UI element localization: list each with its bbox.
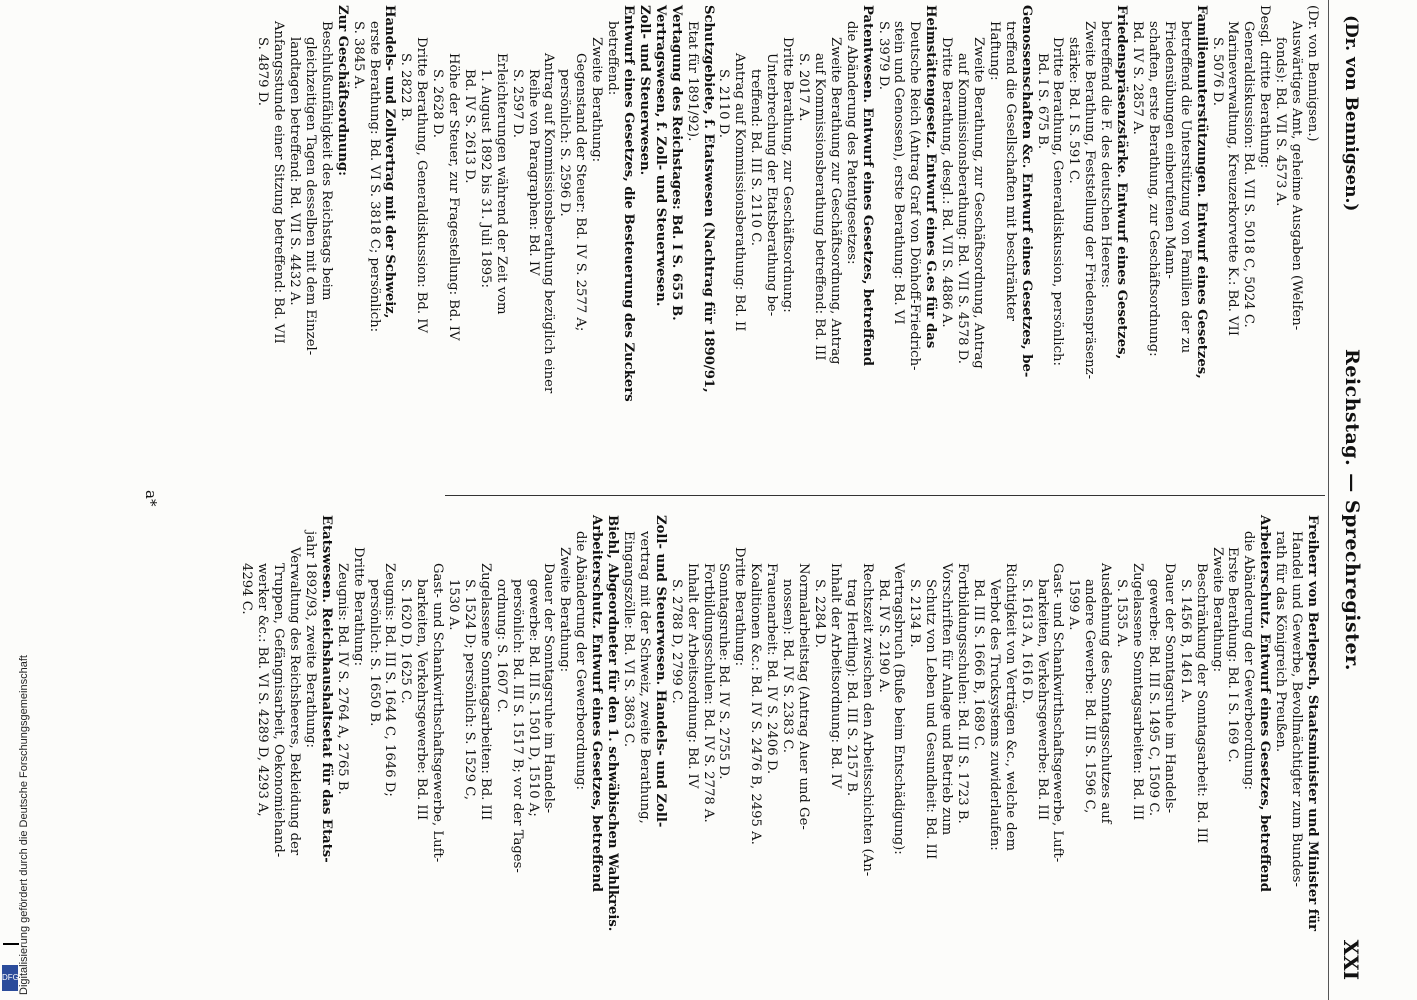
register-line: landtagen betreffend: Bd. VII S. 4432 A. (287, 37, 302, 306)
dfg-logo: DFG (2, 965, 18, 991)
register-line: (Dr. von Bennigsen.) (1305, 5, 1320, 142)
register-line: Generaldiskussion: Bd. VII S. 5018 C, 5024 C. (1241, 21, 1257, 328)
register-line: Zweite Berathung zur Geschäftsordnung, Antrag (827, 37, 843, 365)
register-line: Rechtszeit zwischen den Arbeitsschichten (An- (859, 563, 875, 877)
register-line: Schutz von Leben und Gesundheit: Bd. III (923, 579, 939, 860)
register-line: persönlich: S. 2596 D. (557, 69, 573, 217)
register-line: S. 1456 B, 1461 A. (1177, 579, 1193, 704)
register-heading: Arbeiterschutz. Entwurf eines Gesetzes, betreffend (589, 515, 605, 893)
register-line: 1. August 1892 bis 31. Juli 1895: (477, 69, 493, 288)
register-line: Gast- und Schankwirthschaftsgewerbe, Luft- (430, 563, 446, 863)
register-line: Erleichterungen während der Zeit vom (493, 53, 509, 315)
register-line: S. 5076 D. (1209, 37, 1225, 106)
register-line: gewerbe: Bd. III S. 1501 D, 1510 A; (525, 579, 541, 817)
register-line: Antrag auf Kommissionsberathung: Bd. II (732, 53, 748, 332)
register-line: Zeugnis: Bd. III S. 1644 C, 1646 D; (382, 563, 398, 797)
register-line: Dauer der Sonntagsruhe im Handels- (541, 563, 557, 814)
register-line: Gast- und Schankwirthschaftsgewerbe, Luft- (1050, 563, 1066, 863)
register-line: 1530 A. (446, 579, 462, 631)
register-line: Inhalt der Arbeitsordnung: Bd. IV (827, 563, 843, 789)
register-line: Auswärtiges Amt, geheime Ausgaben (Welfen- (1289, 21, 1305, 331)
register-heading: Patentwesen. Entwurf eines Gesetzes, betreffend (859, 5, 875, 366)
register-line: die Abänderung der Gewerbeordnung: (1241, 531, 1257, 790)
register-line: barkeiten, Verkehrsgewerbe: Bd. III (1034, 579, 1050, 821)
register-line: Dauer der Sonntagsruhe im Handels- (1161, 563, 1177, 814)
register-line: Koalitionen &c.: Bd. IV S. 2476 B, 2495 A. (748, 563, 764, 845)
register-line: persönlich: S. 1650 B. (366, 579, 382, 727)
register-line: persönlich: Bd. III S. 1517 B; vor der Tages- (509, 579, 525, 873)
register-line: Truppen, Gefängnisarbeit, Oekonomiehand- (271, 563, 287, 858)
register-line: Friedensübungen einberufenen Mann- (1161, 21, 1177, 279)
register-line: S. 1613 A, 1616 D. (1018, 579, 1034, 704)
page-header (1331, 0, 1365, 1000)
register-line: treffend die Gesellschaften mit beschränkter (1002, 21, 1018, 322)
register-line: auf Kommissionsberathung betreffend: Bd. III (811, 53, 827, 361)
register-line: Vorschriften für Anlage und Betrieb zum (939, 563, 955, 836)
register-line: Desgl. dritte Berathung: (1257, 5, 1273, 169)
register-line: treffend: Bd. III S. 2110 C. (748, 69, 764, 247)
column-divider (445, 495, 1325, 496)
register-line: Dritte Berathung, Generaldiskussion: Bd. IV (414, 37, 430, 333)
signature-mark: a* (142, 490, 160, 507)
register-line: stärke: Bd. I S. 591 C. (1066, 37, 1082, 184)
register-line: Bd. III S. 1666 B, 1689 C. (970, 579, 986, 750)
register-line: Zweite Berathung: (557, 547, 573, 673)
register-line: betreffend die F. des deutschen Heeres: (1098, 21, 1114, 288)
register-line: Zweite Berathung: (589, 37, 605, 163)
register-line: S. 2597 D. (509, 69, 525, 138)
register-line: Höhe der Steuer, zur Fragestellung: Bd. IV (446, 53, 462, 341)
register-heading: Freiherr von Berlepsch, Staatsminister und Minister für (1305, 515, 1320, 931)
register-line: S. 1535 A. (1114, 579, 1130, 648)
register-line: Zugelassene Sonntagsarbeiten: Bd. III (1130, 563, 1146, 821)
register-line: S. 4879 D. (255, 37, 271, 106)
column-right (238, 515, 1320, 990)
register-heading: Biehl, Abgeordneter für den 1. schwäbischen Wahlkreis. (605, 515, 621, 932)
register-line: gleichzeitigen Tagen desselben mit dem Einzel- (302, 37, 318, 356)
header-rule (1328, 0, 1329, 1000)
register-line: betreffend: (605, 21, 621, 96)
register-heading: Vertagung des Reichstages: Bd. I S. 655 B. (668, 5, 684, 321)
register-line: Marineverwaltung, Kreuzerkorvette K.: Bd. VII (1225, 21, 1241, 336)
register-line: S. 2284 D. (811, 579, 827, 648)
page-number: XXI (1339, 939, 1363, 980)
register-line: Eingangszölle: Bd. VI S. 3863 C. (621, 531, 637, 748)
register-line: Gegenstand der Steuer: Bd. IV S. 2577 A; (573, 53, 589, 332)
register-heading: Zoll- und Steuerwesen. (636, 5, 652, 176)
register-line: rath für das Königreich Preußen. (1273, 531, 1289, 753)
register-line: S. 2822 B. (398, 53, 414, 122)
register-line: auf Kommissionsberathung: Bd. VII S. 4578 D. (955, 53, 971, 364)
register-line: Bd. IV S. 2613 D. (461, 69, 477, 184)
register-line: Beschlußunfähigkeit des Reichstags beim (318, 21, 334, 301)
register-line: Zeugnis: Bd. IV S. 2764 A, 2765 B. (334, 563, 350, 795)
register-heading: Handels- und Zollvertrag mit der Schweiz, (382, 5, 398, 319)
register-line: ordnung: S. 1607 C. (493, 579, 509, 713)
register-line: nossen): Bd. IV S. 2383 C. (780, 579, 796, 753)
register-line: schaften, erste Berathung, zur Geschäftsordnung: (1145, 21, 1161, 357)
register-heading: Etatswesen. Reichshaushaltsetat für das Etats- (318, 515, 334, 863)
register-heading: Friedenspräsenzstärke. Entwurf eines Gesetzes, (1114, 5, 1130, 360)
register-line: S. 2134 B. (907, 579, 923, 648)
register-line: Fortbildungsschulen: Bd. III S. 1723 B. (955, 563, 971, 824)
register-line: S. 2017 A. (796, 53, 811, 122)
register-line: Dritte Berathung, Generaldiskussion, persönlich: (1050, 37, 1066, 366)
register-line: Zweite Berathung: (1209, 547, 1225, 673)
register-line: Dritte Berathung: (350, 547, 366, 667)
column-left (254, 5, 1320, 480)
register-line: jahr 1892/93, zweite Berathung: (302, 531, 318, 748)
running-title: Reichstag. — Sprechregister. (1341, 349, 1363, 671)
register-heading: Genossenschaften &c. Entwurf eines Gesetzes, be- (1018, 5, 1034, 378)
register-line: S. 1620 D, 1625 C. (398, 579, 414, 704)
register-line: Unterbrechung der Etatsberathung be- (764, 53, 780, 317)
register-line: barkeiten, Verkehrsgewerbe: Bd. III (414, 579, 430, 821)
register-line: Deutsche Reich (Antrag Graf von Dönhoff-Friedrich- (907, 21, 923, 371)
register-line: Dritte Berathung: (732, 547, 748, 667)
register-line: werker &c.: Bd. VI S. 4289 D, 4293 A, (255, 563, 271, 817)
register-line: Zweite Berathung, zur Geschäftsordnung, Antrag (970, 37, 986, 369)
register-line: Sonntagsruhe: Bd. IV S. 2755 D. (716, 563, 732, 780)
register-line: Fortbildungsschulen: Bd. IV S. 2778 A. (700, 563, 716, 823)
register-line: trag Hertling): Bd. III S. 2157 B. (843, 579, 859, 797)
register-line: Etat für 1891/92). (684, 21, 700, 142)
register-heading: Zur Geschäftsordnung: (334, 5, 350, 176)
register-line: Antrag auf Kommissionsberathung bezüglich einer (541, 53, 557, 394)
register-line: Normalarbeitstag (Antrag Auer und Ge- (796, 563, 811, 830)
register-line: Anfangsstunde einer Sitzung betreffend: Bd. VII (271, 21, 287, 344)
margin-marker (3, 943, 19, 945)
register-line: die Abänderung der Gewerbeordnung: (573, 531, 589, 790)
register-line: vertrag mit der Schweiz, zweite Berathung, (636, 531, 652, 824)
register-heading: Schutzgebiete, f. Etatswesen (Nachtrag für 1890/91, (700, 5, 716, 393)
register-line: gewerbe: Bd. III S. 1495 C, 1509 C. (1145, 579, 1161, 817)
register-heading: Heimstättengesetz. Entwurf eines G.es für das (923, 5, 939, 349)
register-line: S. 2628 D. (430, 69, 446, 138)
register-line: S. 2110 D. (716, 69, 732, 138)
register-line: Dritte Berathung, desgl.: Bd. VII S. 4886 A. (939, 37, 955, 328)
register-line: erste Berathung: Bd. VI S. 3818 C; persönlich: (366, 21, 382, 333)
register-line: die Abänderung des Patentgesetzes: (843, 21, 859, 265)
register-line: Frauenarbeit: Bd. IV S. 2406 D. (764, 563, 780, 775)
register-line: fonds): Bd. VII S. 4573 A. (1273, 37, 1289, 207)
register-line: Verwaltung des Reichsheeres, Bekleidung der (287, 547, 302, 856)
register-line: 1599 A. (1066, 579, 1082, 631)
register-line: Haftung: (986, 21, 1002, 81)
register-line: Handel und Gewerbe, Bevollmächtigter zum Bundes- (1289, 531, 1305, 887)
rotated-page (20, 0, 1375, 1000)
register-line: Inhalt der Arbeitsordnung: Bd. IV (684, 563, 700, 789)
register-line: S. 3979 D. (875, 21, 891, 90)
register-line: Bd. IV S. 2190 A. (875, 579, 891, 693)
register-line: Vertragsbruch (Buße beim Entschädigung): (891, 563, 907, 855)
register-line: Verbot des Trucksystems zuwiderlaufen: (986, 579, 1002, 851)
register-line: stein und Genossen), erste Berathung: Bd. VI (891, 21, 907, 325)
register-line: Beschränkung der Sonntagsarbeit: Bd. III (1193, 563, 1209, 844)
register-line: S. 3845 A. (350, 21, 366, 90)
register-heading: Familienunterstützungen. Entwurf eines Gesetzes, (1193, 5, 1209, 379)
register-line: Bd. I S. 675 B. (1034, 53, 1050, 150)
register-line: Dritte Berathung, zur Geschäftsordnung: (780, 37, 796, 313)
register-line: betreffend die Unterstützung von Familien der zu (1177, 21, 1193, 354)
register-line: Richtigkeit von Verträgen &c., welche dem (1002, 563, 1018, 852)
digitization-note: Digitalisierung gefördert durch die Deutsche Forschungsgemeinschaft (18, 655, 30, 995)
register-line: S. 1524 D; persönlich: S. 1529 C, (461, 579, 477, 801)
register-line: Bd. IV S. 2857 A. (1130, 21, 1146, 135)
register-heading: Vertragswesen, f. Zoll- und Steuerwesen. (652, 5, 668, 307)
register-line: Reihe von Paragraphen: Bd. IV (525, 69, 541, 276)
register-line: Zugelassene Sonntagsarbeiten: Bd. III (477, 563, 493, 821)
register-line: Zweite Berathung, Feststellung der Friedenspräsenz- (1082, 21, 1098, 380)
header-left-text: (Dr. von Bennigsen.) (1341, 15, 1361, 212)
register-line: andere Gewerbe: Bd. III S. 1596 C, (1082, 579, 1098, 814)
register-line: S. 2788 D, 2799 C. (668, 579, 684, 704)
register-line: Ausdehnung des Sonntagsschutzes auf (1098, 563, 1114, 824)
register-heading: Zoll- und Steuerwesen. Handels- und Zoll- (652, 515, 668, 828)
register-heading: Arbeiterschutz. Entwurf eines Gesetzes, betreffend (1257, 515, 1273, 893)
register-line: Erste Berathung: Bd. I S. 169 C. (1225, 547, 1241, 763)
register-line: 4294 C. (239, 563, 255, 615)
register-heading: Entwurf eines Gesetzes, die Besteuerung des Zuckers (621, 5, 637, 402)
